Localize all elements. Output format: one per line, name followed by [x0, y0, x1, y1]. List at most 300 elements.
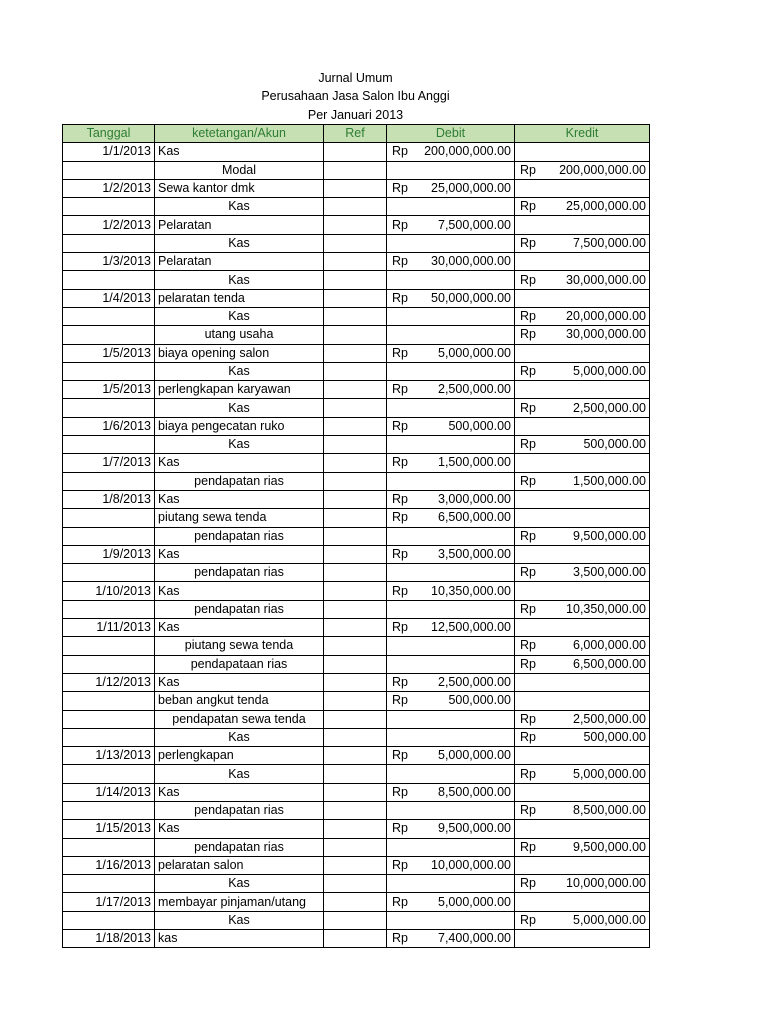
debit-amount: 1,500,000.00 — [438, 455, 511, 470]
table-row — [63, 582, 650, 600]
cell-debit — [387, 582, 515, 600]
cell-credit — [515, 472, 650, 490]
cell-credit — [515, 490, 650, 508]
cell-ref — [324, 930, 387, 948]
cell-debit — [387, 179, 515, 197]
cell-account: Kas — [155, 765, 324, 783]
journal-title: Jurnal Umum — [318, 71, 393, 85]
cell-ref — [324, 783, 387, 801]
cell-debit — [387, 655, 515, 673]
table-row — [63, 472, 650, 490]
cell-date: 1/4/2013 — [63, 289, 155, 307]
cell-date — [63, 875, 155, 893]
cell-date — [63, 600, 155, 618]
table-row — [63, 838, 650, 856]
table-row — [63, 545, 650, 563]
cell-ref — [324, 838, 387, 856]
cell-ref — [324, 710, 387, 728]
cell-account: beban angkut tenda — [155, 692, 324, 710]
debit-amount: 10,000,000.00 — [431, 858, 511, 873]
cell-debit — [387, 527, 515, 545]
table-row — [63, 692, 650, 710]
cell-ref — [324, 527, 387, 545]
cell-date — [63, 765, 155, 783]
cell-account: biaya pengecatan ruko — [155, 417, 324, 435]
cell-credit — [515, 509, 650, 527]
table-row — [63, 179, 650, 197]
currency-label: Rp — [392, 620, 408, 635]
cell-date — [63, 637, 155, 655]
currency-label: Rp — [392, 510, 408, 525]
cell-account: pendapatan rias — [155, 801, 324, 819]
table-row — [63, 253, 650, 271]
debit-amount: 9,500,000.00 — [438, 821, 511, 836]
table-row — [63, 143, 650, 161]
cell-account: piutang sewa tenda — [155, 509, 324, 527]
debit-amount: 10,350,000.00 — [431, 583, 511, 598]
cell-debit — [387, 673, 515, 691]
cell-debit — [387, 930, 515, 948]
debit-amount: 500,000.00 — [448, 693, 511, 708]
cell-debit — [387, 381, 515, 399]
cell-account: Kas — [155, 271, 324, 289]
cell-date — [63, 655, 155, 673]
cell-debit — [387, 710, 515, 728]
cell-ref — [324, 436, 387, 454]
cell-ref — [324, 509, 387, 527]
cell-account: Kas — [155, 783, 324, 801]
cell-credit — [515, 545, 650, 563]
table-row — [63, 307, 650, 325]
cell-debit — [387, 161, 515, 179]
credit-amount: 2,500,000.00 — [573, 400, 646, 415]
cell-credit — [515, 911, 650, 929]
currency-label: Rp — [392, 290, 408, 305]
debit-amount: 5,000,000.00 — [438, 748, 511, 763]
currency-label: Rp — [392, 583, 408, 598]
cell-account: utang usaha — [155, 326, 324, 344]
cell-credit — [515, 234, 650, 252]
cell-date — [63, 710, 155, 728]
cell-account: Sewa kantor dmk — [155, 179, 324, 197]
cell-date: 1/11/2013 — [63, 619, 155, 637]
debit-amount: 6,500,000.00 — [438, 510, 511, 525]
cell-debit — [387, 893, 515, 911]
cell-ref — [324, 344, 387, 362]
cell-account: pendapatan rias — [155, 564, 324, 582]
cell-credit — [515, 271, 650, 289]
cell-date: 1/2/2013 — [63, 179, 155, 197]
table-row — [63, 436, 650, 454]
credit-amount: 8,500,000.00 — [573, 803, 646, 818]
cell-account: pendapatan rias — [155, 600, 324, 618]
table-row — [63, 911, 650, 929]
cell-ref — [324, 234, 387, 252]
cell-ref — [324, 801, 387, 819]
cell-account: Pelaratan — [155, 216, 324, 234]
cell-ref — [324, 600, 387, 618]
debit-amount: 3,500,000.00 — [438, 546, 511, 561]
cell-date — [63, 326, 155, 344]
table-row — [63, 875, 650, 893]
cell-account: Modal — [155, 161, 324, 179]
cell-account: pendapatan rias — [155, 527, 324, 545]
cell-ref — [324, 271, 387, 289]
credit-amount: 500,000.00 — [583, 729, 646, 744]
table-row — [63, 271, 650, 289]
table-row — [63, 820, 650, 838]
cell-debit — [387, 454, 515, 472]
cell-debit — [387, 619, 515, 637]
credit-amount: 9,500,000.00 — [573, 839, 646, 854]
cell-debit — [387, 875, 515, 893]
cell-ref — [324, 545, 387, 563]
cell-ref — [324, 582, 387, 600]
credit-amount: 10,350,000.00 — [566, 601, 646, 616]
credit-amount: 9,500,000.00 — [573, 528, 646, 543]
cell-ref — [324, 307, 387, 325]
currency-label: Rp — [520, 711, 536, 726]
table-row — [63, 930, 650, 948]
cell-ref — [324, 728, 387, 746]
table-row — [63, 728, 650, 746]
debit-amount: 7,400,000.00 — [438, 931, 511, 946]
credit-amount: 2,500,000.00 — [573, 711, 646, 726]
cell-credit — [515, 637, 650, 655]
currency-label: Rp — [520, 638, 536, 653]
cell-account: kas — [155, 930, 324, 948]
cell-debit — [387, 509, 515, 527]
credit-amount: 25,000,000.00 — [566, 199, 646, 214]
currency-label: Rp — [520, 437, 536, 452]
debit-amount: 8,500,000.00 — [438, 784, 511, 799]
cell-account: pendapatan rias — [155, 472, 324, 490]
table-row — [63, 509, 650, 527]
cell-ref — [324, 381, 387, 399]
cell-debit — [387, 198, 515, 216]
cell-ref — [324, 875, 387, 893]
currency-label: Rp — [520, 766, 536, 781]
credit-amount: 3,500,000.00 — [573, 565, 646, 580]
currency-label: Rp — [520, 473, 536, 488]
cell-debit — [387, 838, 515, 856]
currency-label: Rp — [520, 400, 536, 415]
table-row — [63, 417, 650, 435]
column-header-date: Tanggal — [63, 125, 155, 143]
cell-date — [63, 436, 155, 454]
currency-label: Rp — [520, 272, 536, 287]
table-row — [63, 765, 650, 783]
cell-debit — [387, 216, 515, 234]
currency-label: Rp — [392, 693, 408, 708]
cell-debit — [387, 564, 515, 582]
currency-label: Rp — [392, 492, 408, 507]
cell-ref — [324, 911, 387, 929]
column-header-debit: Debit — [387, 125, 515, 143]
credit-amount: 6,000,000.00 — [573, 638, 646, 653]
cell-date: 1/3/2013 — [63, 253, 155, 271]
currency-label: Rp — [392, 675, 408, 690]
cell-account: Kas — [155, 454, 324, 472]
table-row — [63, 381, 650, 399]
cell-debit — [387, 326, 515, 344]
cell-credit — [515, 362, 650, 380]
debit-amount: 7,500,000.00 — [438, 217, 511, 232]
cell-debit — [387, 399, 515, 417]
table-row — [63, 527, 650, 545]
cell-ref — [324, 289, 387, 307]
debit-amount: 200,000,000.00 — [424, 144, 511, 159]
cell-debit — [387, 234, 515, 252]
currency-label: Rp — [392, 181, 408, 196]
cell-credit — [515, 673, 650, 691]
cell-date: 1/8/2013 — [63, 490, 155, 508]
journal-body — [63, 143, 650, 948]
table-row — [63, 710, 650, 728]
cell-date — [63, 198, 155, 216]
currency-label: Rp — [520, 876, 536, 891]
currency-label: Rp — [520, 364, 536, 378]
period-label: Per Januari 2013 — [307, 108, 404, 122]
cell-account: Kas — [155, 545, 324, 563]
cell-credit — [515, 454, 650, 472]
cell-account: pendapatan sewa tenda — [155, 710, 324, 728]
journal-table — [62, 124, 650, 948]
debit-amount: 12,500,000.00 — [431, 620, 511, 635]
table-row — [63, 655, 650, 673]
currency-label: Rp — [520, 912, 536, 927]
debit-amount: 5,000,000.00 — [438, 894, 511, 909]
debit-amount: 5,000,000.00 — [438, 345, 511, 360]
cell-debit — [387, 307, 515, 325]
cell-account: Kas — [155, 582, 324, 600]
cell-debit — [387, 271, 515, 289]
currency-label: Rp — [392, 455, 408, 470]
cell-account: Kas — [155, 436, 324, 454]
credit-amount: 30,000,000.00 — [566, 272, 646, 287]
cell-ref — [324, 417, 387, 435]
cell-account: Pelaratan — [155, 253, 324, 271]
cell-ref — [324, 856, 387, 874]
currency-label: Rp — [392, 144, 408, 159]
cell-date — [63, 527, 155, 545]
cell-credit — [515, 564, 650, 582]
cell-date — [63, 911, 155, 929]
cell-account: Kas — [155, 673, 324, 691]
table-row — [63, 216, 650, 234]
cell-credit — [515, 198, 650, 216]
cell-date — [63, 307, 155, 325]
cell-account: piutang sewa tenda — [155, 637, 324, 655]
currency-label: Rp — [392, 217, 408, 232]
cell-ref — [324, 472, 387, 490]
cell-account: Kas — [155, 619, 324, 637]
cell-account: pendapatan rias — [155, 838, 324, 856]
cell-debit — [387, 765, 515, 783]
cell-debit — [387, 417, 515, 435]
cell-debit — [387, 143, 515, 161]
cell-credit — [515, 600, 650, 618]
cell-credit — [515, 619, 650, 637]
cell-credit — [515, 253, 650, 271]
cell-debit — [387, 820, 515, 838]
cell-debit — [387, 856, 515, 874]
column-header-credit: Kredit — [515, 125, 650, 143]
cell-date — [63, 399, 155, 417]
cell-account: Kas — [155, 307, 324, 325]
table-row — [63, 362, 650, 380]
cell-credit — [515, 801, 650, 819]
cell-ref — [324, 765, 387, 783]
debit-amount: 25,000,000.00 — [431, 181, 511, 196]
cell-ref — [324, 490, 387, 508]
cell-ref — [324, 253, 387, 271]
cell-debit — [387, 490, 515, 508]
cell-account: Kas — [155, 911, 324, 929]
currency-label: Rp — [520, 803, 536, 818]
currency-label: Rp — [392, 546, 408, 561]
cell-credit — [515, 747, 650, 765]
currency-label: Rp — [520, 565, 536, 580]
currency-label: Rp — [392, 894, 408, 909]
cell-date — [63, 161, 155, 179]
table-row — [63, 619, 650, 637]
credit-amount: 6,500,000.00 — [573, 656, 646, 671]
cell-debit — [387, 692, 515, 710]
cell-ref — [324, 673, 387, 691]
cell-date: 1/1/2013 — [63, 143, 155, 161]
cell-date — [63, 692, 155, 710]
credit-amount: 20,000,000.00 — [566, 309, 646, 324]
cell-ref — [324, 692, 387, 710]
table-row — [63, 399, 650, 417]
credit-amount: 200,000,000.00 — [559, 162, 646, 177]
currency-label: Rp — [392, 418, 408, 433]
cell-date: 1/12/2013 — [63, 673, 155, 691]
cell-debit — [387, 600, 515, 618]
cell-account: Kas — [155, 143, 324, 161]
cell-account: pendapataan rias — [155, 655, 324, 673]
cell-account: pelaratan tenda — [155, 289, 324, 307]
company-name: Perusahaan Jasa Salon Ibu Anggi — [261, 89, 450, 103]
cell-credit — [515, 692, 650, 710]
table-row — [63, 747, 650, 765]
cell-ref — [324, 399, 387, 417]
currency-label: Rp — [520, 839, 536, 854]
cell-ref — [324, 747, 387, 765]
credit-amount: 10,000,000.00 — [566, 876, 646, 891]
cell-debit — [387, 289, 515, 307]
currency-label: Rp — [520, 656, 536, 671]
cell-date: 1/9/2013 — [63, 545, 155, 563]
credit-amount: 500,000.00 — [583, 437, 646, 452]
currency-label: Rp — [520, 309, 536, 324]
currency-label: Rp — [392, 821, 408, 836]
cell-debit — [387, 637, 515, 655]
credit-amount: 5,000,000.00 — [573, 364, 646, 378]
currency-label: Rp — [520, 528, 536, 543]
table-row — [63, 673, 650, 691]
currency-label: Rp — [520, 199, 536, 214]
cell-account: Kas — [155, 875, 324, 893]
cell-account: Kas — [155, 234, 324, 252]
cell-ref — [324, 179, 387, 197]
table-header-row — [63, 125, 650, 143]
table-row — [63, 801, 650, 819]
cell-date: 1/10/2013 — [63, 582, 155, 600]
debit-amount: 2,500,000.00 — [438, 675, 511, 690]
currency-label: Rp — [392, 931, 408, 946]
cell-account: biaya opening salon — [155, 344, 324, 362]
cell-date — [63, 564, 155, 582]
currency-label: Rp — [392, 345, 408, 360]
credit-amount: 5,000,000.00 — [573, 766, 646, 781]
column-header-ref: Ref — [324, 125, 387, 143]
cell-date — [63, 362, 155, 380]
table-row — [63, 783, 650, 801]
cell-date — [63, 472, 155, 490]
cell-account: perlengkapan — [155, 747, 324, 765]
cell-debit — [387, 801, 515, 819]
cell-account: Kas — [155, 728, 324, 746]
cell-account: membayar pinjaman/utang — [155, 893, 324, 911]
column-header-account: ketetangan/Akun — [155, 125, 324, 143]
cell-debit — [387, 362, 515, 380]
cell-date: 1/6/2013 — [63, 417, 155, 435]
table-row — [63, 289, 650, 307]
currency-label: Rp — [392, 254, 408, 269]
currency-label: Rp — [520, 729, 536, 744]
cell-credit — [515, 728, 650, 746]
table-row — [63, 564, 650, 582]
cell-debit — [387, 436, 515, 454]
cell-ref — [324, 655, 387, 673]
debit-amount: 2,500,000.00 — [438, 382, 511, 397]
debit-amount: 3,000,000.00 — [438, 492, 511, 507]
cell-credit — [515, 417, 650, 435]
cell-ref — [324, 619, 387, 637]
cell-date — [63, 801, 155, 819]
cell-account: perlengkapan karyawan — [155, 381, 324, 399]
table-row — [63, 344, 650, 362]
cell-date — [63, 728, 155, 746]
table-row — [63, 454, 650, 472]
cell-ref — [324, 216, 387, 234]
cell-ref — [324, 198, 387, 216]
cell-credit — [515, 307, 650, 325]
cell-debit — [387, 911, 515, 929]
cell-credit — [515, 436, 650, 454]
cell-credit — [515, 289, 650, 307]
cell-account: Kas — [155, 399, 324, 417]
cell-account: Kas — [155, 362, 324, 380]
cell-ref — [324, 143, 387, 161]
cell-credit — [515, 820, 650, 838]
cell-account: Kas — [155, 820, 324, 838]
currency-label: Rp — [392, 382, 408, 397]
cell-credit — [515, 399, 650, 417]
cell-debit — [387, 747, 515, 765]
cell-date: 1/13/2013 — [63, 747, 155, 765]
table-row — [63, 490, 650, 508]
currency-label: Rp — [392, 784, 408, 799]
cell-date: 1/18/2013 — [63, 930, 155, 948]
credit-amount: 30,000,000.00 — [566, 327, 646, 342]
cell-ref — [324, 326, 387, 344]
cell-date — [63, 234, 155, 252]
currency-label: Rp — [520, 235, 536, 250]
cell-credit — [515, 344, 650, 362]
